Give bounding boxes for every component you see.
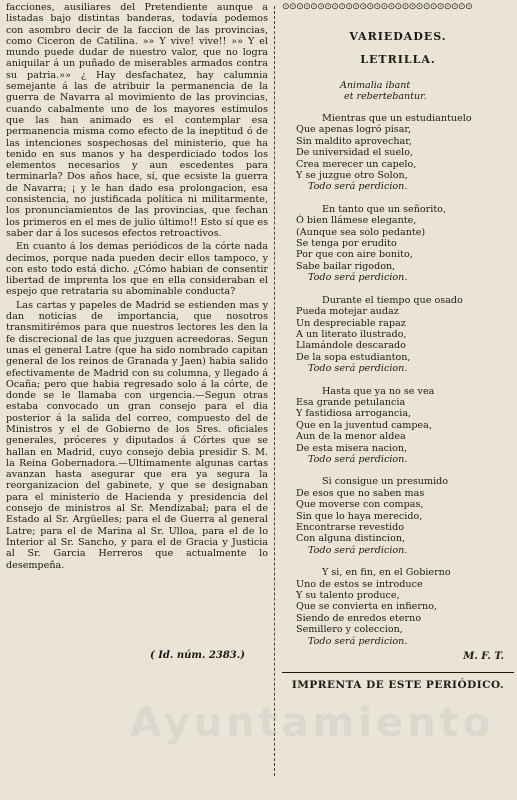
- verse-line: Durante el tiempo que osado: [322, 294, 463, 306]
- stanza: [282, 386, 514, 466]
- ornamental-border: ⊙⊙⊙⊙⊙⊙⊙⊙⊙⊙⊙⊙⊙⊙⊙⊙⊙⊙⊙⊙⊙⊙⊙⊙⊙⊙⊙: [282, 2, 473, 12]
- paragraph-1: facciones, ausiliares del Pretendiente aunque a listadas bajo distintas banderas, todavía podemos con asombro decir de la faccion de las provincias, como Ciceron de Catilina. »» Y vive! vive!! »» Y el mundo puede dudar de nuestro valor, que no logra aniquilar á un puñado de miserables armados contra su patria.»» ¿ Hay desfachatez, hay calumnia semejante á las de atribuir la permanencia de la guerra de Navarra al movimiento de las provincias, cuando cabalmente uno de los mayores estímulos que las han animado es el contemplar esa permanencia misma como efecto de la ineptitud ó de las intenciones sospechosas del ministerio, que ha tenido en sus manos y ha desperdiciado todos los elementos necesarios y aun escedentes para terminarla? Dos años hace, sí, que ecsiste la guerra de Navarra; ¡ y le han dado esa prolongacion, esa consistencia, no justificada política ni militarmente, los pronunciamientos de las provincias, que fechan los primeros en el mes de julio último!! Esto sí que es saber dar á los sucesos efectos retroactivos.: [6, 2, 268, 239]
- epigraph-line: Animalia ibant: [340, 80, 411, 91]
- refrain-line: Todo será perdicion.: [308, 635, 408, 647]
- stanza: [282, 204, 514, 284]
- source-reference: ( Id. núm. 2383.): [150, 650, 245, 661]
- poem-title: LETRILLA.: [360, 53, 436, 66]
- paragraph-3: Las cartas y papeles de Madrid se estienden mas y dan noticias de importancia, que nosotros transmitirémos para que nuestros lectores les den la fe discrecional de las que juzguen acreedoras. Segun unas el general Latre (que ha sido nombrado capitan general de los reinos de Granada y Jaen) habia salido efectivamente de Madrid con su columna, y llegado á Ocaña; pero que habia regresado solo á la córte, de donde se le llamaba con urgencia.—Segun otras estaba convocado un gran consejo para el dia posterior á la salida del correo, compuesto del de Ministros y el de Gobierno de los Sres. oficiales generales, próceres y diputados á Córtes que se hallan en Madrid, cuyo consejo debia presidir S. M. la Reina Gobernadora.—Ultimamente algunas cartas avanzan hasta asegurar que era ya segura la reorganizacion del gabinete, y que se designaban para el ministerio de Hacienda y presidencia del consejo de ministros al Sr. Mendizabal; para el de Estado al Sr. Argüelles; para el de Guerra al general Latre; para el de Marina al Sr. Ulloa, para el de lo Interior al Sr. Sancho, y para el de Gracia y Justicia al Sr. Garcia Herreros que actualmente lo desempeña.: [6, 299, 268, 571]
- author-signature: M. F. T.: [463, 651, 504, 663]
- verse-line: Encontrarse revestido: [296, 522, 405, 533]
- paragraph-2: En cuanto á los demas periódicos de la córte nada decimos, porque nada pueden decir ellos tampoco, y con esto todo está dicho. ¿Cómo habian de consentir libertad de imprenta los que en ella consideraban el espejo que retrataria su abominable conducta?: [6, 241, 268, 298]
- refrain-line: Todo será perdicion.: [308, 272, 408, 284]
- right-column: [282, 2, 514, 691]
- refrain-line: Todo será perdicion.: [308, 363, 408, 375]
- verse-line: Y fastidiosa arrogancia,: [296, 408, 412, 420]
- left-column: [6, 2, 268, 571]
- verse-line: A un literato ilustrado,: [296, 328, 407, 340]
- verse-line: Esa grande petulancia: [296, 396, 406, 408]
- verse-line: Semillero y coleccion,: [296, 624, 403, 636]
- refrain-line: Todo será perdicion.: [308, 453, 408, 465]
- verse-line: Mientras que un estudiantuelo: [322, 113, 472, 124]
- poem-body: [282, 113, 514, 647]
- stanza: [282, 567, 514, 647]
- verse-line: De universidad el suelo,: [296, 147, 414, 159]
- verse-line: Siendo de enredos eterno: [296, 612, 422, 624]
- verse-line: Crea merecer un capelo,: [296, 158, 417, 170]
- stanza: [282, 295, 514, 375]
- stanza: [282, 113, 514, 193]
- verse-line: Que apenas logró pisar,: [296, 124, 412, 136]
- verse-line: Por que con aire bonito,: [296, 249, 413, 261]
- epigraph-line: et rebertebantur.: [344, 91, 427, 102]
- verse-line: Pueda motejar audaz: [296, 306, 399, 318]
- verse-line: Se tenga por erudito: [296, 238, 397, 250]
- verse-line: De esos que no saben mas: [296, 487, 425, 499]
- verse-line: Llamándole descarado: [296, 340, 406, 352]
- verse-line: Y si, en fin, en el Gobierno: [322, 567, 451, 579]
- verse-line: Aun de la menor aldea: [296, 431, 406, 443]
- stanza: [282, 476, 514, 556]
- verse-line: Si consigue un presumido: [322, 476, 449, 488]
- verse-line: Y su talento produce,: [296, 590, 400, 602]
- verse-line: Sin que lo haya merecido,: [296, 510, 423, 522]
- verse-line: Sabe bailar rigodon,: [296, 260, 396, 272]
- epigraph: [340, 80, 514, 102]
- imprint: IMPRENTA DE ESTE PERIÓDICO.: [291, 679, 505, 692]
- verse-line: Y se juzgue otro Solon,: [296, 170, 408, 182]
- verse-line: Sin maldito aprovechar,: [296, 135, 412, 147]
- verse-line: Uno de estos se introduce: [296, 578, 423, 590]
- horizontal-rule: [282, 672, 514, 673]
- verse-line: Con alguna distincion,: [296, 533, 406, 545]
- verse-line: Que en la juventud campea,: [296, 419, 432, 431]
- section-title: VARIEDADES.: [349, 30, 447, 43]
- verse-line: De esta misera nacion,: [296, 442, 408, 454]
- verse-line: Que moverse con compas,: [296, 499, 424, 511]
- verse-line: Hasta que ya no se vea: [322, 385, 435, 397]
- verse-line: Ó bien llámese elegante,: [296, 215, 417, 227]
- verse-line: De la sopa estudianton,: [296, 351, 411, 363]
- verse-line: Un despreciable rapaz: [296, 317, 406, 329]
- watermark: Ayuntamiento: [130, 700, 495, 746]
- refrain-line: Todo será perdicion.: [308, 181, 408, 193]
- column-divider: [274, 6, 276, 776]
- verse-line: (Aunque sea solo pedante): [296, 226, 426, 238]
- verse-line: Que se convierta en infierno,: [296, 601, 437, 613]
- verse-line: En tanto que un señorito,: [322, 203, 447, 215]
- refrain-line: Todo será perdicion.: [308, 544, 408, 556]
